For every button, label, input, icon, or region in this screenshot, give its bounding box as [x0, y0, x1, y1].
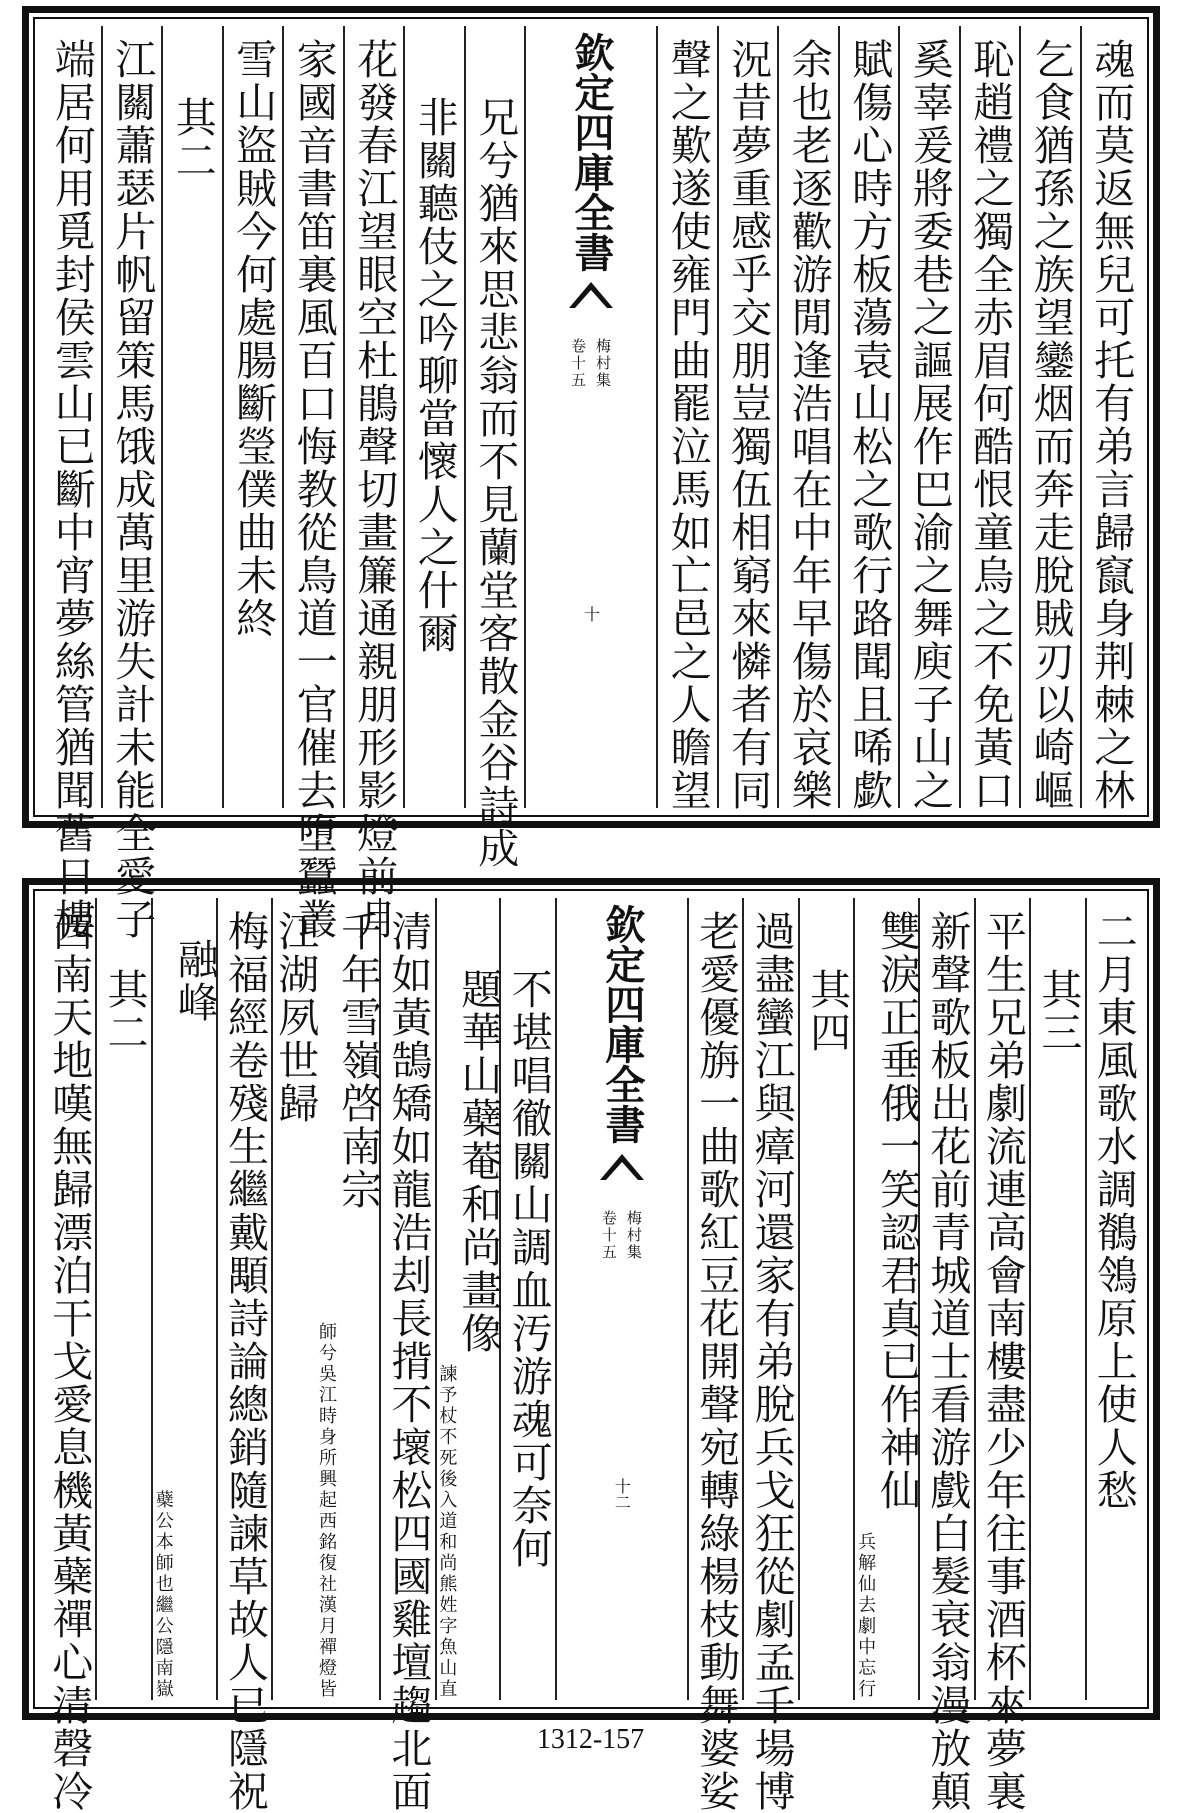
collection-name: 梅村集: [624, 1210, 643, 1261]
note-line: 師兮吳江時身所興起: [316, 1322, 338, 1511]
column-text: 奚辜爰將委巷之謳展作巴渝之舞庾子山之: [905, 38, 954, 812]
book-title: 欽定四庫全書: [598, 904, 646, 1144]
column-text: 恥趙禮之獨全赤眉何酷恨童烏之不免黃口: [966, 38, 1015, 812]
text-column: [656, 26, 717, 812]
leaf-number: 十二: [612, 1478, 632, 1510]
column-text: 不堪唱徹關山調血汚游魂可奈何: [504, 968, 553, 1570]
poem-title: 題華山蘗菴和尚畫像: [454, 968, 503, 1355]
column-text: 賦傷心時方板蕩袁山松之歌行路聞且唏歔: [845, 38, 894, 812]
section-heading: 其三: [1034, 968, 1083, 1054]
text-column: [499, 898, 554, 1700]
text-column: [343, 26, 404, 941]
text-column: [42, 898, 95, 1813]
leaf-number: 十: [581, 606, 601, 622]
page-top: [22, 6, 1160, 941]
column-text: 江關蕭瑟片帆留策馬饿成萬里游失計未能全愛子: [108, 38, 157, 941]
column-text: 家國音書笛裏風百口悔教從鳥道一官催去墮蠶叢: [289, 38, 338, 941]
column-text: 余也老逐歡游閒逢浩唱在中年早傷於哀樂: [784, 38, 833, 812]
note-line: 兵解仙去: [855, 1532, 877, 1616]
interlinear-note: [153, 938, 173, 1700]
text-column: [777, 26, 838, 812]
note-line: 諫予杖不死後入道: [436, 1364, 458, 1532]
text-column: [282, 26, 343, 941]
note-line: 西銘復社漢月禪燈皆: [316, 1511, 338, 1700]
text-column: [222, 26, 283, 808]
text-column: [42, 26, 101, 941]
text-column: [838, 26, 899, 812]
interlinear-note: [855, 910, 875, 1700]
column-text: 過盡蠻江與瘴河還家有弟脫兵戈狂從劇孟千場博: [747, 910, 796, 1813]
text-columns: [42, 26, 1140, 941]
column-with-note: [152, 898, 219, 1700]
fishtail-mark: [600, 1154, 644, 1180]
column-text: 平生兄弟劇流連高會南樓盡少年往事酒杯來夢裏: [978, 910, 1027, 1813]
fishtail-mark: [569, 282, 613, 308]
column-text: 端居何用覓封侯雲山已斷中宵夢絲管猶聞舊日樓: [47, 38, 96, 941]
column-text: 魂而莫返無兒可托有弟言歸竄身荆棘之林: [1087, 38, 1136, 812]
volume-number: 卷十五: [569, 338, 587, 389]
text-column: [403, 26, 464, 808]
column-text: 清如黃鵠矯如龍浩刦長揹不壞松四國雞壇趨北面: [384, 910, 433, 1813]
text-column: [918, 898, 973, 1813]
column-with-note: [855, 898, 922, 1700]
text-column: [1029, 898, 1084, 1700]
column-text: 新聲歌板出花前青城道士看游戲白髮衰翁漫放顛: [923, 910, 972, 1813]
text-column: [798, 898, 853, 1700]
section-heading: 其二: [168, 96, 217, 182]
section-heading: 其四: [803, 968, 852, 1054]
text-column: [161, 26, 222, 808]
column-text: 千年雪嶺啓南宗: [334, 910, 383, 1211]
text-column: [1085, 898, 1140, 1700]
volume-info: [599, 1210, 645, 1261]
text-column: [464, 26, 525, 870]
interlinear-note: [316, 910, 336, 1700]
column-text: 西南天地嘆無歸漂泊干戈愛息機黃蘗禪心清磬冷: [45, 910, 94, 1813]
column-text: 非關聽伎之吟聊當懷人之什爾: [410, 96, 459, 655]
text-column: [151, 898, 219, 1700]
column-text: 況昔夢重感乎交朋豈獨伍相窮來憐者有同: [724, 38, 773, 812]
column-text: 老愛優旃一曲歌紅豆花開聲宛轉綠楊枝動舞婆娑: [692, 910, 741, 1813]
column-text: 兄兮猶來思悲翁而不見蘭堂客散金谷詩成: [471, 96, 520, 870]
note-line: 繼公隱南嶽: [152, 1595, 174, 1700]
column-with-note: [436, 898, 503, 1700]
column-text: 聲之歎遂使雍門曲罷泣馬如亡邑之人瞻望: [663, 38, 712, 812]
text-column: [101, 26, 162, 941]
center-margin: [555, 898, 687, 1700]
column-text: 江湖夙世歸: [271, 910, 320, 1125]
text-column: [271, 898, 383, 1700]
page-number: 1312-157: [536, 1724, 645, 1755]
column-text: 乞食猶孫之族望鑾烟而奔走脫賊刃以崎嶇: [1026, 38, 1075, 812]
text-column: [1019, 26, 1080, 812]
text-column: [379, 898, 434, 1813]
text-column: [435, 898, 503, 1700]
volume-number: 卷十五: [599, 1210, 618, 1261]
text-column: [95, 898, 150, 1700]
column-text: 梅福經卷殘生繼戴顒詩論總銷隨諫草故人已隱祝: [220, 910, 269, 1813]
text-column: [687, 898, 742, 1813]
column-text: 花發春江望眼空杜鵑聲切畫簾通親朋形影燈前月: [350, 38, 399, 941]
column-text: 二月東風歌水調鶺鴒原上使人愁: [1089, 910, 1138, 1512]
text-column: [974, 898, 1029, 1813]
section-heading: 其二: [100, 968, 149, 1054]
column-with-note: [271, 898, 383, 1700]
collection-name: 梅村集: [594, 338, 612, 389]
center-margin: [524, 26, 656, 808]
text-column: [742, 898, 797, 1813]
text-column: [1080, 26, 1141, 812]
text-column: [853, 898, 922, 1700]
note-line: 和尚熊姓字魚山直: [436, 1532, 458, 1700]
note-line: 蘗公本師也: [152, 1490, 174, 1595]
interlinear-note: [437, 968, 457, 1700]
text-column: [959, 26, 1020, 812]
book-title: 欽定四庫全書: [568, 32, 615, 272]
column-text: 雙淚正垂俄一笑認君真已作神仙: [873, 910, 922, 1512]
text-column: [216, 898, 271, 1813]
text-column: [717, 26, 778, 812]
volume-info: [568, 338, 614, 389]
column-text: 雪山盜賊今何處腸斷瑩僕曲未終: [229, 38, 278, 640]
note-line: 劇中忘行: [855, 1616, 877, 1700]
text-column: [898, 26, 959, 812]
column-text: 融峰: [170, 938, 219, 1024]
